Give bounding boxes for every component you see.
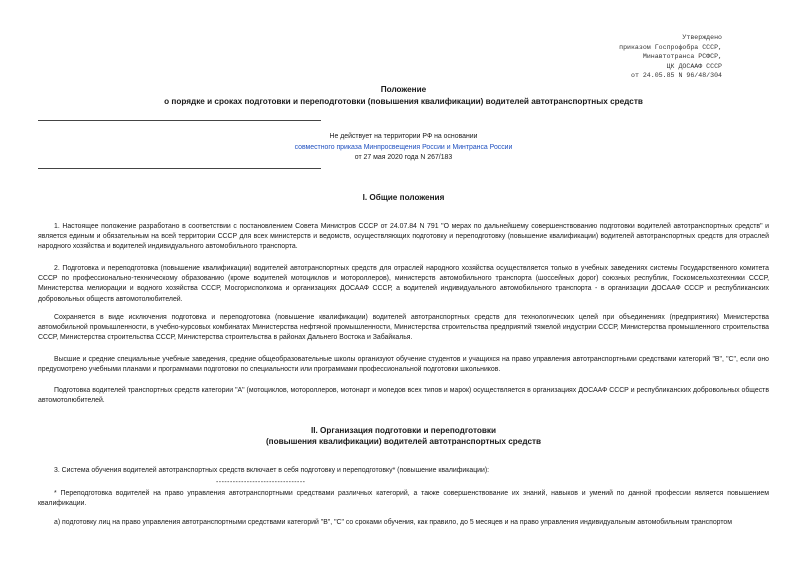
approval-line: Минавтотранса РСФСР, xyxy=(642,53,722,61)
approval-stamp xyxy=(619,33,722,81)
section2-heading-line1: II. Организация подготовки и переподготовки xyxy=(310,426,497,435)
paragraph-3: 3. Система обучения водителей автотранспортных средств включает в себя подготовку и переподготовку* (повышение квалификации): xyxy=(54,467,490,474)
paragraph-2-category-a: Подготовка водителей транспортных средств категории "А" (мотоциклов, мотороллеров, мотонарт и мопедов всех типов и марок) осуществляется в организациях ДОСААФ СССР и республиканских добровольных обществ автомотолюбителей. xyxy=(38,387,769,405)
status-line3: от 27 мая 2020 года N 267/183 xyxy=(354,154,453,161)
approval-line: от 24.05.85 N 96/48/304 xyxy=(630,72,722,80)
approval-line: Утверждено xyxy=(682,34,722,41)
divider-bottom xyxy=(38,168,321,169)
paragraph-2-exception: Сохраняется в виде исключения подготовка и переподготовка (повышение квалификации) водителей автотранспортных средств для технологических целей при объединениях (предприятиях) Министерства автомобильной промышленности, в учебно-курсовых комбинатах Министерства нефтяной промышленности, Министерства строительства предприятий тяжелой индустрии СССР, Министерства промышленного строительства СССР, Министерства строительства СССР, Министерства строительства в районах Дальнего Востока и Забайкалья. xyxy=(38,314,769,342)
divider-top xyxy=(38,120,321,121)
section1-heading: I. Общие положения xyxy=(362,193,445,202)
footnote: * Переподготовка водителей на право управления автотранспортными средствами различных категорий, а также совершенствование их знаний, навыков и умений по данной профессии является повышением квалификации. xyxy=(38,490,769,508)
section2-heading xyxy=(0,425,807,447)
status-link[interactable]: совместного приказа Минпросвещения России и Минтранса России xyxy=(294,143,513,151)
document-title-line2: о порядке и сроках подготовки и переподготовки (повышения квалификации) водителей автотранспортных средств xyxy=(164,97,643,106)
status-line1: Не действует на территории РФ на основании xyxy=(329,133,478,140)
document-title-line1: Положение xyxy=(380,85,427,94)
section2-heading-line2: (повышения квалификации) водителей автотранспортных средств xyxy=(265,437,542,446)
paragraph-2-schools: Высшие и средние специальные учебные заведения, средние общеобразовательные школы организуют обучение студентов и учащихся на право управления автотранспортными средствами категорий "В", "С", если оно предусмотрено учебными планами и программами подготовки по специальности или программами профессиональной подготовки школьников. xyxy=(38,356,769,374)
footnote-separator: -------------------------------- xyxy=(216,479,306,486)
document-title xyxy=(0,84,807,108)
paragraph-2: 2. Подготовка и переподготовка (повышение квалификации) водителей автотранспортных средств для отраслей народного хозяйства осуществляется только в учебных заведениях системы Государственного комитета СССР по профессионально-техническому образованию (кроме водителей мотоциклов и мотороллеров), министерств автомобильного транспорта (шоссейных дорог) союзных республик, Госкомсельхозтехники СССР, Министерства мелиорации и водного хозяйства СССР, Мосгорисполкома и организациях ДОСААФ СССР, а водителей индивидуального автомобильного транспорта - в организации ДОСААФ СССР и республиканских добровольных обществ автомотолюбителей. xyxy=(38,265,769,303)
approval-line: ЦК ДОСААФ СССР xyxy=(666,62,722,70)
item-a: а) подготовку лиц на право управления автотранспортными средствами категорий "В", "С" со сроками обучения, как правило, до 5 месяцев и на право управления индивидуальным автомобильным транспортом xyxy=(54,519,732,526)
approval-line: приказом Госпрофобра СССР, xyxy=(619,43,722,51)
status-notice xyxy=(0,132,807,164)
paragraph-1: 1. Настоящее положение разработано в соответствии с постановлением Совета Министров СССР от 24.07.84 N 791 "О мерах по дальнейшему совершенствованию подготовки водителей автотранспортных средств" и является единым и обязательным на всей территории СССР для всех министерств и ведомств, осуществляющих подготовку и переподготовку (повышение квалификации) водителей автотранспортных средств для отраслей народного хозяйства и водителей индивидуального автомобильного транспорта. xyxy=(38,223,769,251)
